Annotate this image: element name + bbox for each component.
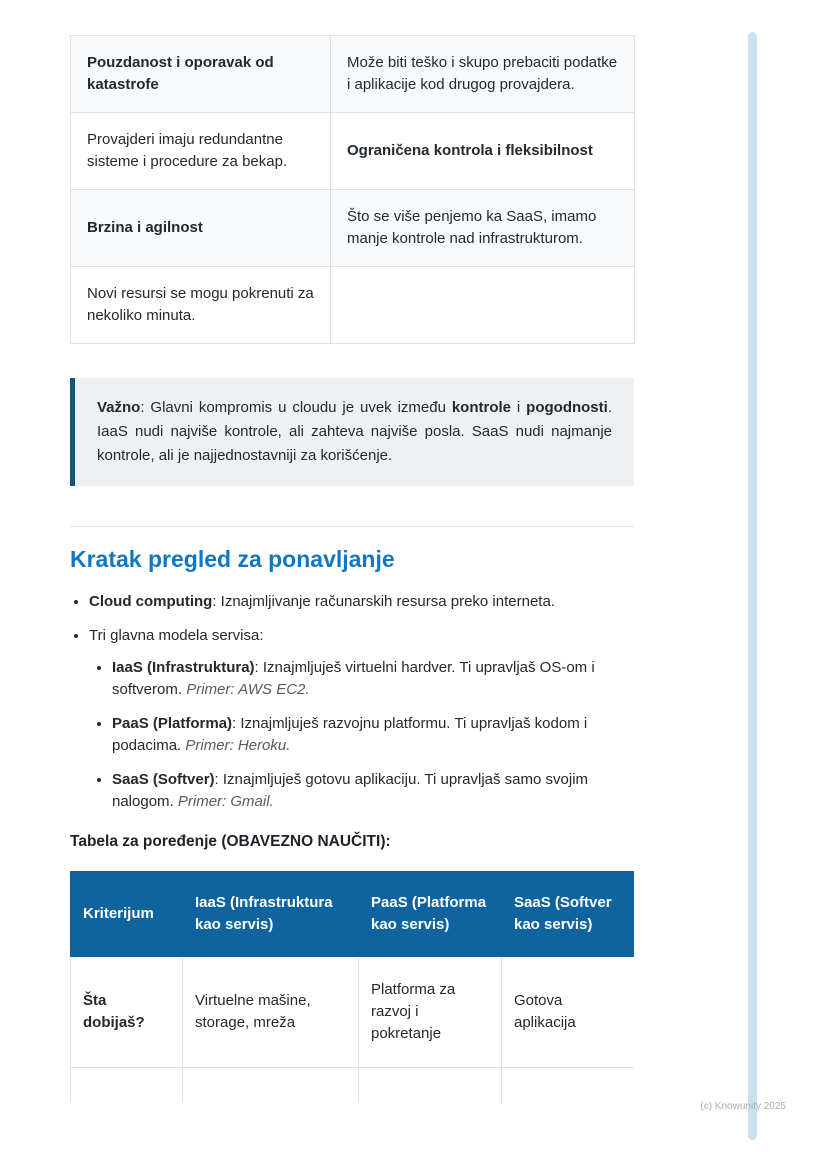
comparison-table-label: Tabela za poređenje (OBAVEZNO NAUČITI): — [70, 833, 391, 850]
scrollbar-thumb[interactable] — [748, 32, 757, 1140]
list-item — [112, 769, 634, 813]
content-area — [70, 35, 634, 1103]
table-cell — [331, 267, 635, 344]
callout-bold-word: kontrole — [451, 399, 512, 416]
table-cell: Može biti teško i skupo prebaciti podatke i aplikacije kod drugog provajdera. — [331, 36, 635, 113]
table-cell — [359, 1068, 502, 1104]
list-item-text: : Iznajmljivanje računarskih resursa preko interneta. — [212, 593, 555, 610]
list-item-bold: PaaS (Platforma) — [112, 715, 233, 732]
callout-text — [97, 396, 612, 468]
callout-text-segment: : Glavni kompromis u cloudu je uvek između — [140, 399, 452, 416]
table-cell: Ograničena kontrola i fleksibilnost — [331, 113, 635, 190]
table-row-partial — [71, 1068, 635, 1104]
table-row — [71, 267, 635, 344]
list-item — [89, 625, 634, 813]
callout-bold-intro: Važno — [97, 399, 141, 416]
section-heading: Kratak pregled za ponavljanje — [70, 546, 395, 572]
table-row — [71, 113, 635, 190]
list-item-example: Primer: Heroku. — [185, 737, 291, 754]
table-cell: Pouzdanost i oporavak od katastrofe — [71, 36, 331, 113]
list-item — [112, 657, 634, 701]
table-cell: Što se više penjemo ka SaaS, imamo manje kontrole nad infrastrukturom. — [331, 190, 635, 267]
comparison-table-container — [70, 871, 634, 1103]
table-cell — [183, 1068, 359, 1104]
list-item-example: Primer: Gmail. — [177, 793, 274, 810]
callout-bold-word: pogodnosti — [526, 399, 608, 416]
callout-text-segment: . IaaS nudi najviše kontrole, ali zahteva najviše posla. SaaS nudi najmanje kontrole, ali je najjednostavniji za korišćenje. — [97, 399, 612, 464]
table-cell: Novi resursi se mogu pokrenuti za nekoliko minuta. — [71, 267, 331, 344]
callout-text-segment: i — [511, 399, 527, 416]
table-cell: Virtuelne mašine, storage, mreža — [183, 957, 359, 1068]
list-item-text: : Iznajmljuješ razvojnu platformu. Ti upravljaš kodom i podacima. — [112, 715, 588, 754]
comparison-table — [70, 871, 634, 1103]
table-row — [71, 957, 635, 1068]
summary-list — [70, 591, 634, 813]
list-item-example: Primer: AWS EC2. — [186, 681, 310, 698]
table-cell: Šta dobijaš? — [71, 957, 183, 1068]
table-cell: Brzina i agilnost — [71, 190, 331, 267]
list-item-text: : Iznajmljuješ gotovu aplikaciju. Ti upravljaš samo svojim nalogom. — [112, 771, 589, 810]
advantages-disadvantages-table — [70, 35, 635, 344]
list-item — [89, 591, 634, 613]
table-header-cell: PaaS (Platforma kao servis) — [359, 872, 502, 957]
list-item-bold: Cloud computing — [89, 593, 213, 610]
table-cell: Provajderi imaju redundantne sisteme i procedure za bekap. — [71, 113, 331, 190]
table-header-cell: Kriterijum — [71, 872, 183, 957]
table-cell — [502, 1068, 635, 1104]
table-header-cell: IaaS (Infrastruktura kao servis) — [183, 872, 359, 957]
list-item-bold: SaaS (Softver) — [112, 771, 215, 788]
table-cell — [71, 1068, 183, 1104]
list-item-bold: IaaS (Infrastruktura) — [112, 659, 255, 676]
table-header-cell: SaaS (Softver kao servis) — [502, 872, 635, 957]
table-header-row — [71, 872, 635, 957]
section-divider — [70, 526, 634, 527]
table-cell: Platforma za razvoj i pokretanje — [359, 957, 502, 1068]
table-row — [71, 190, 635, 267]
list-item-text: Tri glavna modela servisa: — [89, 627, 264, 644]
service-models-list — [89, 657, 634, 813]
list-item-text: : Iznajmljuješ virtuelni hardver. Ti upravljaš OS-om i softverom. — [112, 659, 595, 698]
table-row — [71, 36, 635, 113]
list-item — [112, 713, 634, 757]
watermark-text: (c) Knowunity 2025 — [700, 1101, 786, 1112]
important-note-callout — [70, 378, 634, 486]
table-cell: Gotova aplikacija — [502, 957, 635, 1068]
